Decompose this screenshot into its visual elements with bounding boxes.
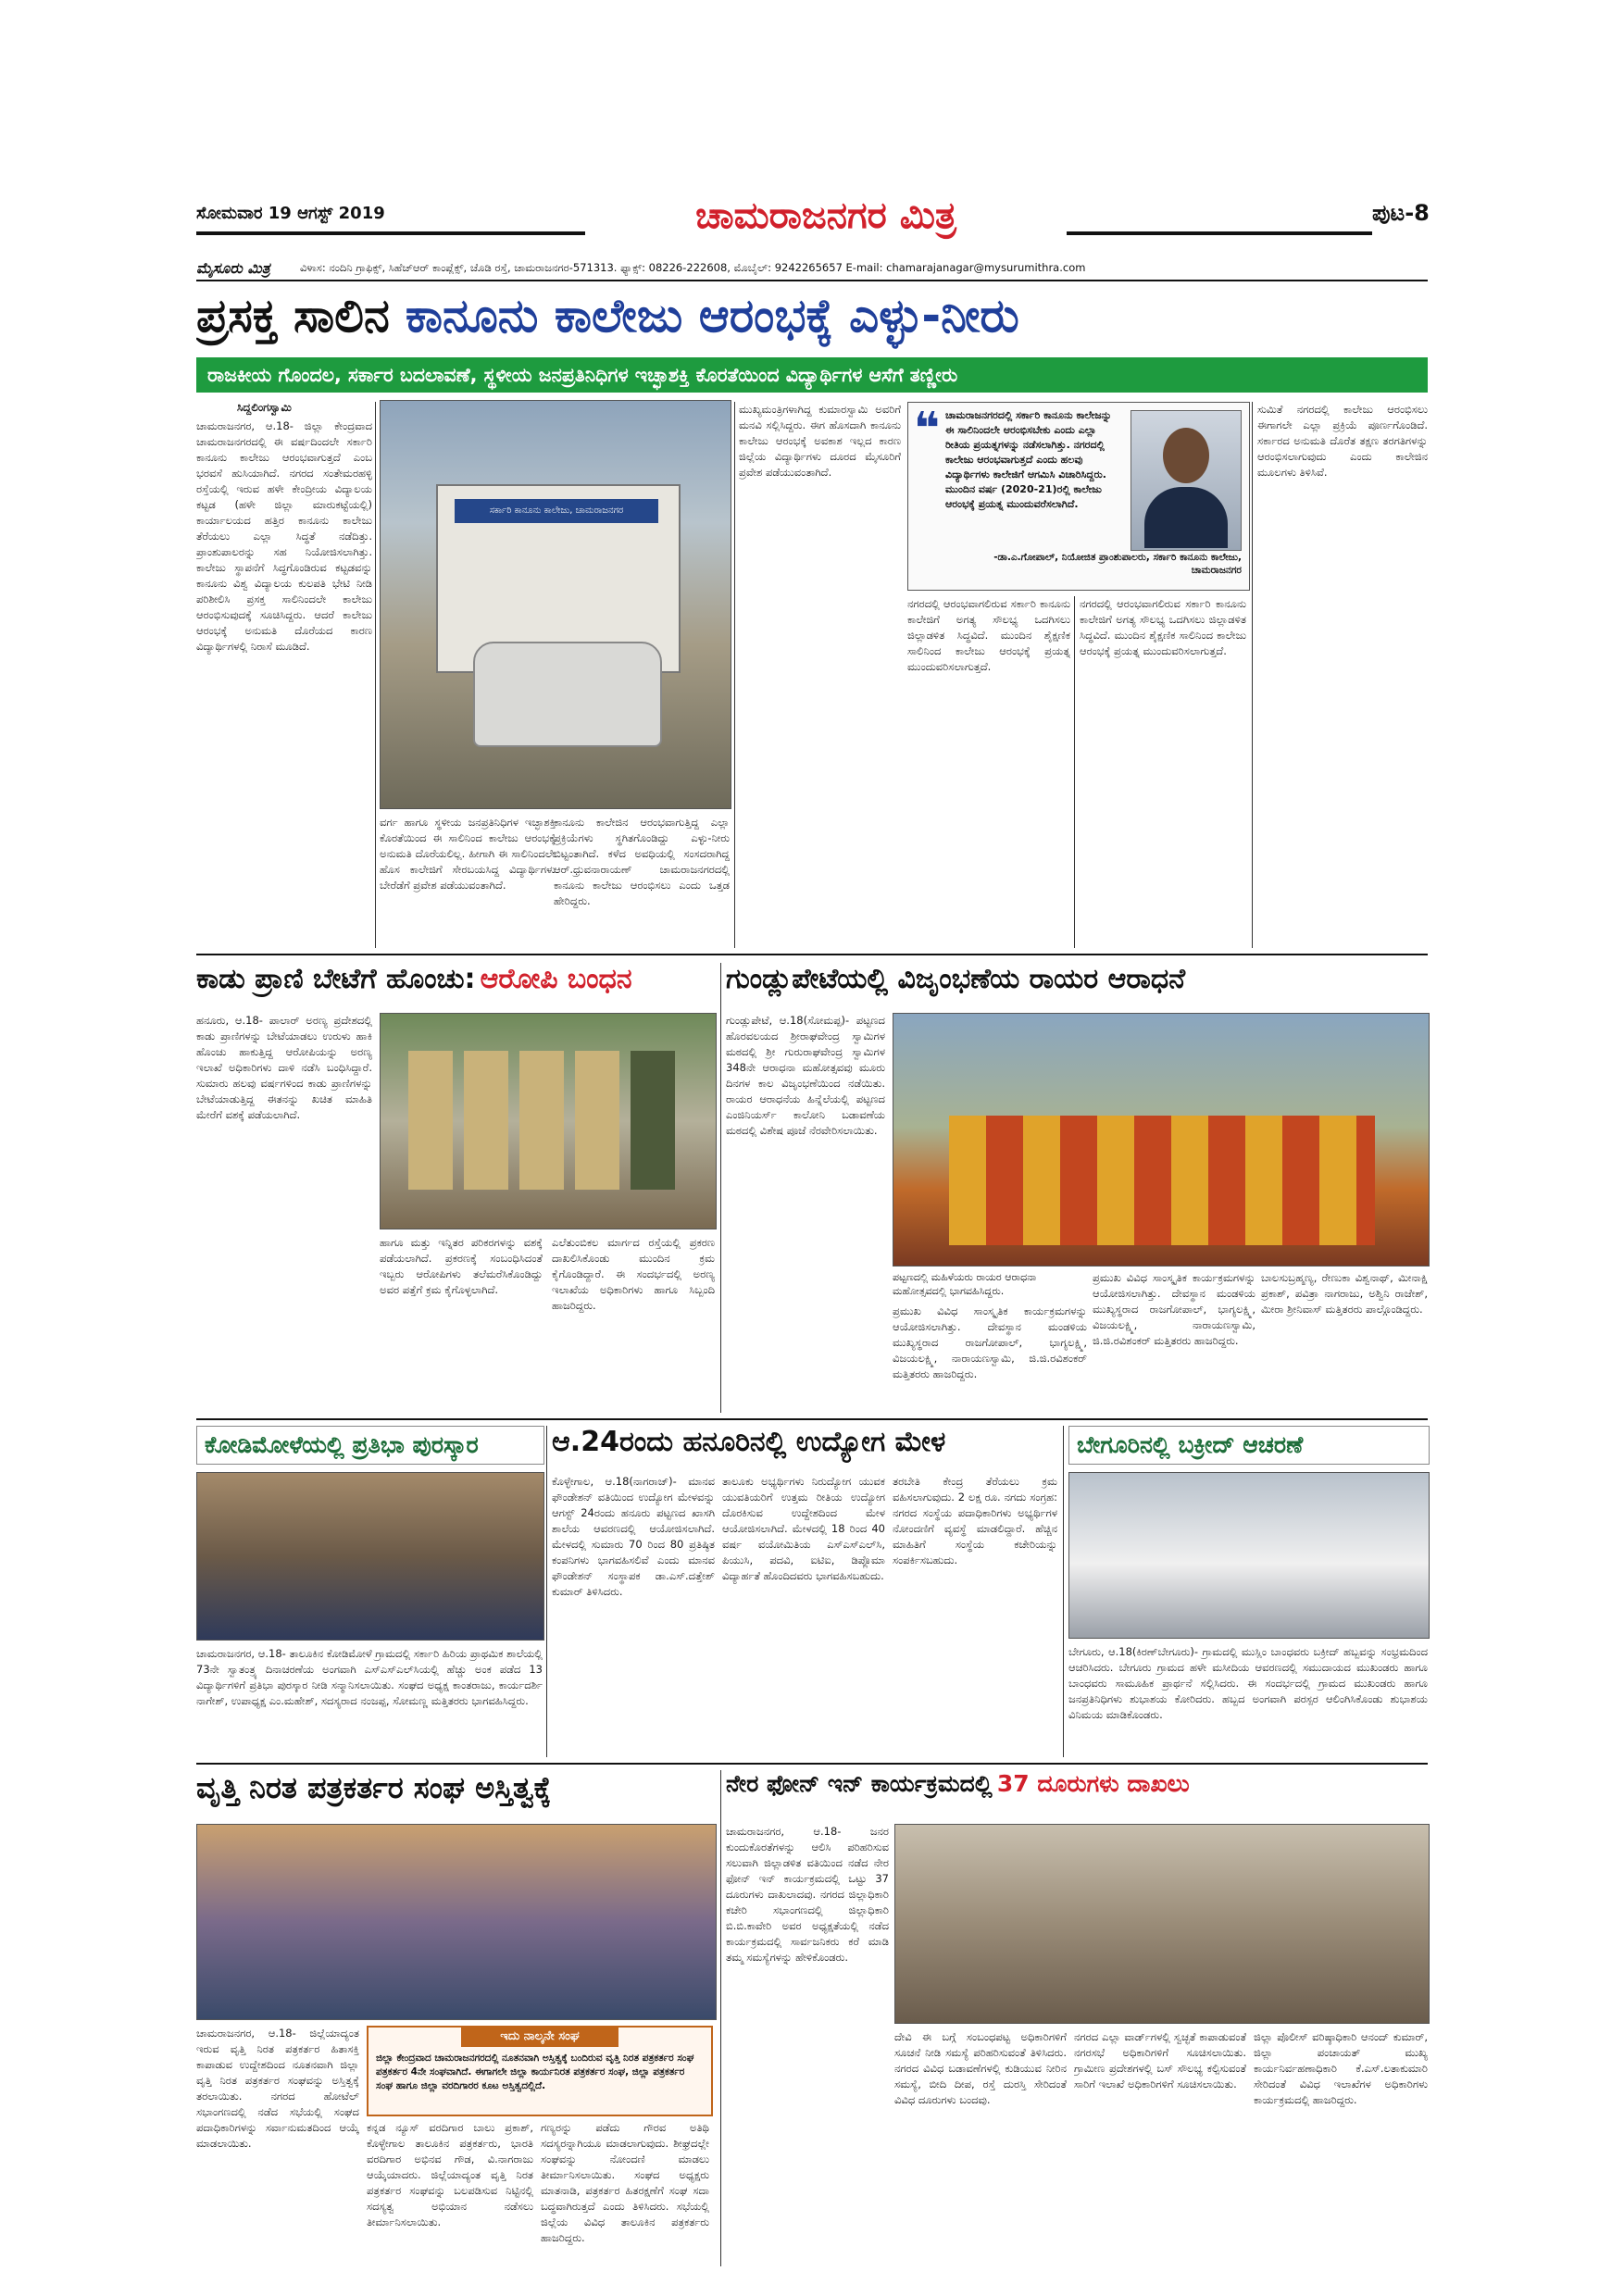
masthead-date: ಸೋಮವಾರ 19 ಆಗಸ್ಟ್ 2019 bbox=[196, 204, 385, 223]
aradhane-photo bbox=[893, 1013, 1430, 1267]
phonein-body: ಚಾಮರಾಜನಗರ, ಆ.18- ಜನರ ಕುಂದುಕೊರತೆಗಳನ್ನು ಆಲಿಸಿ ಪರಿಹರಿಸುವ ಸಲುವಾಗಿ ಜಿಲ್ಲಾಡಳಿತ ವತಿಯಿಂದ ನಡೆದ ನೇರ ಫೋನ್ ಇನ್ ಕಾರ್ಯಕ್ರಮದಲ್ಲಿ ಒಟ್ಟು 37 ದೂರುಗಳು ದಾಖಲಾದವು. ನಗರದ ಜಿಲ್ಲಾಧಿಕಾರಿ ಕಚೇರಿ ಸಭಾಂಗಣದಲ್ಲಿ ಜಿಲ್ಲಾಧಿಕಾರಿ ಬಿ.ಬಿ.ಕಾವೇರಿ ಅವರ ಅಧ್ಯಕ್ಷತೆಯಲ್ಲಿ ನಡೆದ ಕಾರ್ಯಕ್ರಮದಲ್ಲಿ ಸಾರ್ವಜನಿಕರು ಕರೆ ಮಾಡಿ ತಮ್ಮ ಸಮಸ್ಯೆಗಳನ್ನು ಹೇಳಿಕೊಂಡರು. bbox=[726, 1825, 889, 1964]
lead-column-1: ಚಾಮರಾಜನಗರ, ಆ.18- ಜಿಲ್ಲಾ ಕೇಂದ್ರವಾದ ಚಾಮರಾಜನಗರದಲ್ಲಿ ಈ ವರ್ಷದಿಂದಲೇ ಸರ್ಕಾರಿ ಕಾನೂನು ಕಾಲೇಜು ಆರಂಭವಾಗುತ್ತದೆ ಎಂಬ ಭರವಸೆ ಹುಸಿಯಾಗಿದೆ. ನಗರದ ಸಂತೇಮರಹಳ್ಳಿ ರಸ್ತೆಯಲ್ಲಿ ಇರುವ ಹಳೇ ಕೇಂದ್ರೀಯ ವಿದ್ಯಾಲಯ ಕಟ್ಟಡ (ಹಳೇ ಜಿಲ್ಲಾ ಮಾರುಕಟ್ಟೆಯಲ್ಲಿ) ಕಾರ್ಯಾಲಯದ ಹತ್ತಿರ ಕಾನೂನು ಕಾಲೇಜು ತೆರೆಯಲು ಎಲ್ಲಾ ಸಿದ್ಧತೆ ನಡೆದಿತ್ತು. ಪ್ರಾಂಶುಪಾಲರನ್ನು ಸಹ ನಿಯೋಜಿಸಲಾಗಿತ್ತು. ಕಾಲೇಜು ಸ್ಥಾಪನೆಗೆ ಸಿದ್ಧಗೊಂಡಿರುವ ಕಟ್ಟಡವನ್ನು ಕಾನೂನು ವಿಶ್ವ ವಿದ್ಯಾಲಯ ಕುಲಪತಿ ಭೇಟಿ ನೀಡಿ ಪರಿಶೀಲಿಸಿ ಪ್ರಸಕ್ತ ಸಾಲಿನಿಂದಲೇ ಕಾಲೇಜು ಆರಂಭಿಸುವುದಕ್ಕೆ ಸೂಚಿಸಿದ್ದರು. ಆದರೆ ಕಾಲೇಜು ಆರಂಭಕ್ಕೆ ಅನುಮತಿ ದೊರೆಯದ ಕಾರಣ ವಿದ್ಯಾರ್ಥಿಗಳಲ್ಲಿ ನಿರಾಸೆ ಮೂಡಿದೆ. bbox=[196, 419, 372, 653]
aradhane-body-2: ಪ್ರಮುಖ ವಿವಿಧ ಸಾಂಸ್ಕೃತಿಕ ಕಾರ್ಯಕ್ರಮಗಳನ್ನು ಆಯೋಜಿಸಲಾಗಿತ್ತು. ದೇವಸ್ಥಾನ ಮಂಡಳಿಯ ಮುಖ್ಯಸ್ಥರಾದ ರಾಜಗೋಪಾಲ್, ಭಾಗ್ಯಲಕ್ಷ್ಮಿ, ವಿಜಯಲಕ್ಷ್ಮಿ, ನಾರಾಯಣಸ್ವಾಮಿ, ಜಿ.ಜಿ.ರವಿಶಂಕರ್ ಮತ್ತಿತರರು ಹಾಜರಿದ್ದರು. bbox=[893, 1304, 1087, 1380]
quote-attribution: -ಡಾ.ಎ.ಗೋಪಾಲ್, ನಿಯೋಜಿತ ಪ್ರಾಂಶುಪಾಲರು, ಸರ್ಕಾರಿ ಕಾನೂನು ಕಾಲೇಜು, ಚಾಮರಾಜನಗರ bbox=[993, 552, 1242, 576]
aradhane-photo-caption: ಪಟ್ಟಣದಲ್ಲಿ ಮಹಿಳೆಯರು ರಾಯರ ಆರಾಧನಾ ಮಹೋತ್ಸವದಲ್ಲಿ ಭಾಗವಹಿಸಿದ್ದರು. bbox=[893, 1271, 1037, 1297]
arrest-headline-part1: ಕಾಡು ಪ್ರಾಣಿ ಬೇಟೆಗೆ ಹೊಂಚು: bbox=[196, 963, 476, 995]
page-number: ಪುಟ-8 bbox=[1372, 200, 1430, 226]
phonein-headline bbox=[726, 1770, 1428, 1816]
arrest-headline-part2: ಆರೋಪಿ ಬಂಧನ bbox=[480, 963, 632, 995]
lead-column-4: ಮುಖ್ಯಮಂತ್ರಿಗಳಾಗಿದ್ದ ಕುಮಾರಸ್ವಾಮಿ ಅವರಿಗೆ ಮನವಿ ಸಲ್ಲಿಸಿದ್ದರು. ಈಗ ಹೊಸದಾಗಿ ಕಾನೂನು ಕಾಲೇಜು ಆರಂಭಕ್ಕೆ ಅವಕಾಶ ಇಲ್ಲದ ಕಾರಣ ಜಿಲ್ಲೆಯ ವಿದ್ಯಾರ್ಥಿಗಳು ದೂರದ ಮೈಸೂರಿಗೆ ಪ್ರವೇಶ ಪಡೆಯುವಂತಾಗಿದೆ. bbox=[739, 403, 901, 479]
lead-headline-part1: ಪ್ರಸಕ್ತ ಸಾಲಿನ bbox=[196, 289, 390, 343]
quote-mark-icon: ❝ bbox=[914, 403, 941, 455]
phonein-body-2: ದೇವಿ ಈ ಬಗ್ಗೆ ಸಂಬಂಧಪಟ್ಟ ಅಧಿಕಾರಿಗಳಿಗೆ ಸೂಚನೆ ನೀಡಿ ಸಮಸ್ಯೆ ಪರಿಹರಿಸುವಂತೆ ತಿಳಿಸಿದರು. ನಗರದ ವಿವಿಧ ಬಡಾವಣೆಗಳಲ್ಲಿ ಕುಡಿಯುವ ನೀರಿನ ಸಮಸ್ಯೆ, ಬೀದಿ ದೀಪ, ರಸ್ತೆ ದುರಸ್ತಿ ಸೇರಿದಂತೆ ವಿವಿಧ ದೂರುಗಳು ಬಂದವು. bbox=[894, 2030, 1067, 2106]
lead-column-3: ಕಾನೂನು ಕಾಲೇಜಿನ ಆರಂಭವಾಗುತ್ತಿದ್ದ ಎಲ್ಲಾ ಪ್ರಕ್ರಿಯೆಗಳು ಸ್ಥಗಿತಗೊಂಡಿದ್ದು ಎಳ್ಳು-ನೀರು ಬಿಟ್ಟಂತಾಗಿದೆ. ಕಳೆದ ಅವಧಿಯಲ್ಲಿ ಸಂಸದರಾಗಿದ್ದ ಆರ್.ಧ್ರುವನಾರಾಯಣ್ ಚಾಮರಾಜನಗರದಲ್ಲಿ ಕಾನೂನು ಕಾಲೇಜು ಆರಂಭಿಸಲು ಎಂದು ಒತ್ತಡ ಹೇರಿದ್ದರು. bbox=[554, 816, 730, 907]
bakrid-photo bbox=[1068, 1472, 1430, 1639]
award-photo bbox=[196, 1472, 544, 1641]
aradhane-body-3: ಬಾಲಸುಬ್ರಹ್ಮಣ್ಯ, ರೇಣುಕಾ ವಿಶ್ವನಾಥ್, ಮೀನಾಕ್ಷಿ ಪ್ರಕಾಶ್, ಪವಿತ್ರಾ ನಾಗರಾಜು, ಅಶ್ವಿನಿ ರಾಜೇಶ್, ಮೀರಾ ಶ್ರೀನಿವಾಸ್ ಮತ್ತಿತರರು ಪಾಲ್ಗೊಂಡಿದ್ದರು. bbox=[1261, 1271, 1428, 1316]
sangha-photo bbox=[196, 1824, 717, 2020]
bakrid-headline: ಬೇಗೂರಿನಲ್ಲಿ ಬಕ್ರೀದ್ ಆಚರಣೆ bbox=[1068, 1426, 1430, 1465]
lead-headline bbox=[196, 289, 1428, 354]
car bbox=[473, 642, 662, 747]
phonein-headline-part1: ನೇರ ಫೋನ್ ಇನ್ ಕಾರ್ಯಕ್ರಮದಲ್ಲಿ bbox=[726, 1770, 993, 1797]
principal-portrait bbox=[1131, 410, 1242, 551]
page-number-underline bbox=[1067, 231, 1372, 235]
award-body: ಚಾಮರಾಜನಗರ, ಆ.18- ತಾಲೂಕಿನ ಕೋಡಿಮೋಳೆ ಗ್ರಾಮದಲ್ಲಿ ಸರ್ಕಾರಿ ಹಿರಿಯ ಪ್ರಾಥಮಿಕ ಶಾಲೆಯಲ್ಲಿ 73ನೇ ಸ್ವಾತಂತ್ರ್ಯ ದಿನಾಚರಣೆಯ ಅಂಗವಾಗಿ ಎಸ್ಎಸ್ಎಲ್‌ಸಿಯಲ್ಲಿ ಹೆಚ್ಚು ಅಂಕ ಪಡೆದ 13 ವಿದ್ಯಾರ್ಥಿಗಳಿಗೆ ಪ್ರತಿಭಾ ಪುರಸ್ಕಾರ ನೀಡಿ ಸನ್ಮಾನಿಸಲಾಯಿತು. ಸಂಘದ ಅಧ್ಯಕ್ಷ ಕಾಂತರಾಜು, ಕಾರ್ಯದರ್ಶಿ ನಾಗೇಶ್, ಉಪಾಧ್ಯಕ್ಷ ಎಂ.ಮಹೇಶ್, ಸದಸ್ಯರಾದ ನಂಜಪ್ಪ, ಸೋಮಣ್ಣ ಮತ್ತಿತರರು ಭಾಗವಹಿಸಿದ್ದರು. bbox=[196, 1647, 543, 1707]
arrest-headline bbox=[196, 963, 715, 1004]
lead-headline-part2: ಕಾನೂನು ಕಾಲೇಜು ಆರಂಭಕ್ಕೆ ಎಳ್ಳು-ನೀರು bbox=[405, 289, 1019, 343]
phonein-photo bbox=[894, 1824, 1430, 2024]
address-text: ವಿಳಾಸ: ನಂದಿನಿ ಗ್ರಾಫಿಕ್ಸ್, ಸಿಹೆಚ್ಆರ್ ಕಾಂಪ್ಲೆಕ್ಸ್, ಚೊಡಿ ರಸ್ತೆ, ಚಾಮರಾಜನಗರ-571313. ಫ್ಯಾಕ್ಸ್: 08226-222608, ಮೊಬೈಲ್: 9242265657 E-mail: chamarajanagar@mysurumithra.com bbox=[300, 261, 1086, 274]
quote-text: ಚಾಮರಾಜನಗರದಲ್ಲಿ ಸರ್ಕಾರಿ ಕಾನೂನು ಕಾಲೇಜನ್ನು ಈ ಸಾಲಿನಿಂದಲೇ ಆರಂಭಿಸಬೇಕು ಎಂದು ಎಲ್ಲಾ ರೀತಿಯ ಪ್ರಯತ್ನಗಳನ್ನು ನಡೆಸಲಾಗಿತ್ತು. ನಗರದಲ್ಲಿ ಕಾಲೇಜು ಆರಂಭವಾಗುತ್ತದೆ ಎಂದು ಹಲವು ವಿದ್ಯಾರ್ಥಿಗಳು ಕಾಲೇಜಿಗೆ ಆಗಮಿಸಿ ವಿಚಾರಿಸಿದ್ದರು. ಮುಂದಿನ ವರ್ಷ (2020-21)ರಲ್ಲಿ ಕಾಲೇಜು ಆರಂಭಕ್ಕೆ ಪ್ರಯತ್ನ ಮುಂದುವರೆಸಲಾಗಿದೆ. bbox=[945, 409, 1112, 510]
lead-subheadline: ರಾಜಕೀಯ ಗೊಂದಲ, ಸರ್ಕಾರ ಬದಲಾವಣೆ, ಸ್ಥಳೀಯ ಜನಪ್ರತಿನಿಧಿಗಳ ಇಚ್ಛಾಶಕ್ತಿ ಕೊರತೆಯಿಂದ ವಿದ್ಯಾರ್ಥಿಗಳ ಆಸೆಗೆ ತಣ್ಣೀರು bbox=[196, 357, 1428, 393]
phonein-headline-part2: 37 ದೂರುಗಳು ದಾಖಲು bbox=[996, 1770, 1190, 1797]
masthead-title: ಚಾಮರಾಜನಗರ ಮಿತ್ರ bbox=[695, 194, 956, 237]
udyoga-body-3: ತರಬೇತಿ ಕೇಂದ್ರ ತೆರೆಯಲು ಕ್ರಮ ವಹಿಸಲಾಗುವುದು. 2 ಲಕ್ಷ ರೂ. ನಗದು ಸಂಗ್ರಹ: ನಗರದ ಸಂಸ್ಥೆಯ ಪದಾಧಿಕಾರಿಗಳು ಅಭ್ಯರ್ಥಿಗಳ ನೋಂದಣಿಗೆ ವ್ಯವಸ್ಥೆ ಮಾಡಲಿದ್ದಾರೆ. ಹೆಚ್ಚಿನ ಮಾಹಿತಿಗೆ ಸಂಸ್ಥೆಯ ಕಚೇರಿಯನ್ನು ಸಂಪರ್ಕಿಸಬಹುದು. bbox=[893, 1475, 1057, 1566]
sangha-box bbox=[367, 2026, 713, 2116]
law-college-photo bbox=[380, 400, 731, 809]
portrait-head bbox=[1163, 428, 1209, 483]
date-underline bbox=[196, 231, 585, 235]
udyoga-body: ಕೊಳ್ಳೇಗಾಲ, ಆ.18(ನಾಗರಾಜ್)- ಮಾನವ ಫೌಂಡೇಶನ್ ವತಿಯಿಂದ ಉದ್ಯೋಗ ಮೇಳವನ್ನು ಆಗಸ್ಟ್ 24ರಂದು ಹನೂರು ಪಟ್ಟಣದ ಖಾಸಗಿ ಶಾಲೆಯ ಆವರಣದಲ್ಲಿ ಆಯೋಜಿಸಲಾಗಿದೆ. ಮೇಳದಲ್ಲಿ ಸುಮಾರು 70 ರಿಂದ 80 ಪ್ರತಿಷ್ಠಿತ ಕಂಪನಿಗಳು ಭಾಗವಹಿಸಲಿವೆ ಎಂದು ಮಾನವ ಫೌಂಡೇಶನ್ ಸಂಸ್ಥಾಪಕ ಡಾ.ಎಸ್.ದತ್ತೇಶ್ ಕುಮಾರ್ ತಿಳಿಸಿದರು. bbox=[552, 1475, 715, 1598]
lead-column-2: ವರ್ಗ ಹಾಗೂ ಸ್ಥಳೀಯ ಜನಪ್ರತಿನಿಧಿಗಳ ಇಚ್ಛಾಶಕ್ತಿ ಕೊರತೆಯಿಂದ ಈ ಸಾಲಿನಿಂದ ಕಾಲೇಜು ಆರಂಭಕ್ಕೆ ಅನುಮತಿ ದೊರೆಯಲಿಲ್ಲ. ಹೀಗಾಗಿ ಈ ಸಾಲಿನಿಂದಲೇ ಹೊಸ ಕಾಲೇಜಿಗೆ ಸೇರಬಯಸಿದ್ದ ವಿದ್ಯಾರ್ಥಿಗಳು ಬೇರೆಡೆಗೆ ಪ್ರವೇಶ ಪಡೆಯುವಂತಾಗಿದೆ. bbox=[380, 816, 556, 892]
aradhane-body-2b: ಪ್ರಮುಖ ವಿವಿಧ ಸಾಂಸ್ಕೃತಿಕ ಕಾರ್ಯಕ್ರಮಗಳನ್ನು ಆಯೋಜಿಸಲಾಗಿತ್ತು. ದೇವಸ್ಥಾನ ಮಂಡಳಿಯ ಮುಖ್ಯಸ್ಥರಾದ ರಾಜಗೋಪಾಲ್, ಭಾಗ್ಯಲಕ್ಷ್ಮಿ, ವಿಜಯಲಕ್ಷ್ಮಿ, ನಾರಾಯಣಸ್ವಾಮಿ, ಜಿ.ಜಿ.ರವಿಶಂಕರ್ ಮತ್ತಿತರರು ಹಾಜರಿದ್ದರು. bbox=[1093, 1271, 1255, 1347]
aradhane-body: ಗುಂಡ್ಲುಪೇಟೆ, ಆ.18(ಸೋಮಪ್ಪ)- ಪಟ್ಟಣದ ಹೊರವಲಯದ ಶ್ರೀರಾಘವೇಂದ್ರ ಸ್ವಾಮಿಗಳ ಮಠದಲ್ಲಿ ಶ್ರೀ ಗುರುರಾಘವೇಂದ್ರ ಸ್ವಾಮಿಗಳ 348ನೇ ಆರಾಧನಾ ಮಹೋತ್ಸವವು ಮೂರು ದಿನಗಳ ಕಾಲ ವಿಜೃಂಭಣೆಯಿಂದ ನಡೆಯಿತು. ರಾಯರ ಆರಾಧನೆಯ ಹಿನ್ನೆಲೆಯಲ್ಲಿ ಪಟ್ಟಣದ ಎಂಜಿನಿಯರ್ಸ್ ಕಾಲೋನಿ ಬಡಾವಣೆಯ ಮಠದಲ್ಲಿ ವಿಶೇಷ ಪೂಜೆ ನೆರವೇರಿಸಲಾಯಿತು. bbox=[726, 1014, 885, 1137]
phonein-body-4: ಜಿಲ್ಲಾ ಪೊಲೀಸ್ ವರಿಷ್ಠಾಧಿಕಾರಿ ಆನಂದ್ ಕುಮಾರ್, ಜಿಲ್ಲಾ ಪಂಚಾಯತ್ ಮುಖ್ಯ ಕಾರ್ಯನಿರ್ವಹಣಾಧಿಕಾರಿ ಕೆ.ಎಸ್.ಲತಾಕುಮಾರಿ ಸೇರಿದಂತೆ ವಿವಿಧ ಇಲಾಖೆಗಳ ಅಧಿಕಾರಿಗಳು ಕಾರ್ಯಕ್ರಮದಲ್ಲಿ ಹಾಜರಿದ್ದರು. bbox=[1254, 2030, 1428, 2106]
award-headline: ಕೋಡಿಮೋಳೆಯಲ್ಲಿ ಪ್ರತಿಭಾ ಪುರಸ್ಕಾರ bbox=[196, 1426, 544, 1465]
sangha-box-text: ಜಿಲ್ಲಾ ಕೇಂದ್ರವಾದ ಚಾಮರಾಜನಗರದಲ್ಲಿ ನೂತನವಾಗಿ ಅಸ್ತಿತ್ವಕ್ಕೆ ಬಂದಿರುವ ವೃತ್ತಿ ನಿರತ ಪತ್ರಕರ್ತರ ಸಂಘ ಪತ್ರಕರ್ತರ 4ನೇ ಸಂಘವಾಗಿದೆ. ಈಗಾಗಲೇ ಜಿಲ್ಲಾ ಕಾರ್ಯನಿರತ ಪತ್ರಕರ್ತರ ಸಂಘ, ಜಿಲ್ಲಾ ಪತ್ರಕರ್ತರ ಸಂಘ ಹಾಗೂ ಜಿಲ್ಲಾ ವರದಿಗಾರರ ಕೂಟ ಅಸ್ತಿತ್ವದಲ್ಲಿದೆ. bbox=[376, 2053, 694, 2091]
lead-byline: ಸಿದ್ದಲಿಂಗಸ್ವಾಮಿ bbox=[237, 401, 292, 414]
portrait-body bbox=[1144, 487, 1228, 548]
udyoga-body-2: ತಾಲೂಕು ಅಭ್ಯರ್ಥಿಗಳು ನಿರುದ್ಯೋಗ ಯುವಕ ಯುವತಿಯರಿಗೆ ಉತ್ತಮ ರೀತಿಯ ಉದ್ಯೋಗ ದೊರಕಿಸುವ ಉದ್ದೇಶದಿಂದ ಮೇಳ ಆಯೋಜಿಸಲಾಗಿದೆ. ಮೇಳದಲ್ಲಿ 18 ರಿಂದ 40 ವರ್ಷ ವಯೋಮಿತಿಯ ಎಸ್ಎಸ್ಎಲ್‌ಸಿ, ಪಿಯುಸಿ, ಪದವಿ, ಐಟಿಐ, ಡಿಪ್ಲೊಮಾ ವಿದ್ಯಾರ್ಹತೆ ಹೊಂದಿದವರು ಭಾಗವಹಿಸಬಹುದು. bbox=[722, 1475, 885, 1582]
sangha-body: ಚಾಮರಾಜನಗರ, ಆ.18- ಜಿಲ್ಲೆಯಾದ್ಯಂತ ಇರುವ ವೃತ್ತಿ ನಿರತ ಪತ್ರಕರ್ತರ ಹಿತಾಸಕ್ತಿ ಕಾಪಾಡುವ ಉದ್ದೇಶದಿಂದ ನೂತನವಾಗಿ ಜಿಲ್ಲಾ ವೃತ್ತಿ ನಿರತ ಪತ್ರಕರ್ತರ ಸಂಘವನ್ನು ಅಸ್ತಿತ್ವಕ್ಕೆ ತರಲಾಯಿತು. ನಗರದ ಹೋಟೆಲ್ ಸಭಾಂಗಣದಲ್ಲಿ ನಡೆದ ಸಭೆಯಲ್ಲಿ ಸಂಘದ ಪದಾಧಿಕಾರಿಗಳನ್ನು ಸರ್ವಾನುಮತದಿಂದ ಆಯ್ಕೆ ಮಾಡಲಾಯಿತು. bbox=[196, 2027, 359, 2150]
bakrid-body: ಬೇಗೂರು, ಆ.18(ಕಿರಣ್‌ಬೇಗೂರು)- ಗ್ರಾಮದಲ್ಲಿ ಮುಸ್ಲಿಂ ಬಾಂಧವರು ಬಕ್ರೀದ್ ಹಬ್ಬವನ್ನು ಸಂಭ್ರಮದಿಂದ ಆಚರಿಸಿದರು. ಬೇಗೂರು ಗ್ರಾಮದ ಹಳೇ ಮಸೀದಿಯ ಆವರಣದಲ್ಲಿ ಸಮುದಾಯದ ಮುಖಂಡರು ಹಾಗೂ ಬಾಂಧವರು ಸಾಮೂಹಿಕ ಪ್ರಾರ್ಥನೆ ಸಲ್ಲಿಸಿದರು. ಈ ಸಂದರ್ಭದಲ್ಲಿ ಗ್ರಾಮದ ಮುಖಂಡರು ಹಾಗೂ ಜನಪ್ರತಿನಿಧಿಗಳು ಶುಭಾಶಯ ಕೋರಿದರು. ಹಬ್ಬದ ಅಂಗವಾಗಿ ಪರಸ್ಪರ ಆಲಿಂಗಿಸಿಕೊಂಡು ಶುಭಾಶಯ ವಿನಿಮಯ ಮಾಡಿಕೊಂಡರು. bbox=[1068, 1645, 1428, 1721]
publisher-logo: ಮೈಸೂರು ಮಿತ್ರ bbox=[196, 259, 270, 277]
college-sign: ಸರ್ಕಾರಿ ಕಾನೂನು ಕಾಲೇಜು, ಚಾಮರಾಜನಗರ bbox=[455, 499, 658, 523]
arrest-body-2: ಹಾಗೂ ಮತ್ತು ಇನ್ನಿತರ ಪರಿಕರಗಳನ್ನು ವಶಕ್ಕೆ ಪಡೆಯಲಾಗಿದೆ. ಪ್ರಕರಣಕ್ಕೆ ಸಂಬಂಧಿಸಿದಂತೆ ಇಬ್ಬರು ಆರೋಪಿಗಳು ತಲೆಮರೆಸಿಕೊಂಡಿದ್ದು ಅವರ ಪತ್ತೆಗೆ ಕ್ರಮ ಕೈಗೊಳ್ಳಲಾಗಿದೆ. bbox=[380, 1236, 543, 1296]
udyoga-headline: ಆ.24ರಂದು ಹನೂರಿನಲ್ಲಿ ಉದ್ಯೋಗ ಮೇಳ bbox=[552, 1426, 946, 1458]
phonein-body-3: ನಗರದ ಎಲ್ಲಾ ವಾರ್ಡ್‌ಗಳಲ್ಲಿ ಸ್ವಚ್ಛತೆ ಕಾಪಾಡುವಂತೆ ನಗರಸಭೆ ಅಧಿಕಾರಿಗಳಿಗೆ ಸೂಚಿಸಲಾಯಿತು. ಗ್ರಾಮೀಣ ಪ್ರದೇಶಗಳಲ್ಲಿ ಬಸ್ ಸೌಲಭ್ಯ ಕಲ್ಪಿಸುವಂತೆ ಸಾರಿಗೆ ಇಲಾಖೆ ಅಧಿಕಾರಿಗಳಿಗೆ ಸೂಚಿಸಲಾಯಿತು. bbox=[1074, 2030, 1246, 2090]
arrest-body-3: ಎಲೆತುಂಬಿಕಲ ಮಾರ್ಗದ ರಸ್ತೆಯಲ್ಲಿ ಪ್ರಕರಣ ದಾಖಲಿಸಿಕೊಂಡು ಮುಂದಿನ ಕ್ರಮ ಕೈಗೊಂಡಿದ್ದಾರೆ. ಈ ಸಂದರ್ಭದಲ್ಲಿ ಅರಣ್ಯ ಇಲಾಖೆಯ ಅಧಿಕಾರಿಗಳು ಹಾಗೂ ಸಿಬ್ಬಂದಿ ಹಾಜರಿದ್ದರು. bbox=[552, 1236, 715, 1312]
quote-box bbox=[907, 402, 1250, 591]
lead-column-5b: ನಗರದಲ್ಲಿ ಆರಂಭವಾಗಲಿರುವ ಸರ್ಕಾರಿ ಕಾನೂನು ಕಾಲೇಜಿಗೆ ಅಗತ್ಯ ಸೌಲಭ್ಯ ಒದಗಿಸಲು ಜಿಲ್ಲಾಡಳಿತ ಸಿದ್ಧವಿದೆ. ಮುಂದಿನ ಶೈಕ್ಷಣಿಕ ಸಾಲಿನಿಂದ ಕಾಲೇಜು ಆರಂಭಕ್ಕೆ ಪ್ರಯತ್ನ ಮುಂದುವರಿಸಲಾಗುತ್ತದೆ. bbox=[1080, 597, 1246, 657]
arrest-photo bbox=[380, 1013, 717, 1229]
sangha-headline: ವೃತ್ತಿ ನಿರತ ಪತ್ರಕರ್ತರ ಸಂಘ ಅಸ್ತಿತ್ವಕ್ಕೆ bbox=[196, 1770, 552, 1805]
sangha-body-3: ಗಣ್ಯರನ್ನು ಪಡೆದು ಗೌರವ ಅತಿಥಿ ಸದಸ್ಯರನ್ನಾಗಿಯೂ ಮಾಡಲಾಗುವುದು. ಶೀಘ್ರದಲ್ಲೇ ಸಂಘವನ್ನು ನೋಂದಣಿ ಮಾಡಲು ತೀರ್ಮಾನಿಸಲಾಯಿತು. ಸಂಘದ ಅಧ್ಯಕ್ಷರು ಮಾತನಾಡಿ, ಪತ್ರಕರ್ತರ ಹಿತರಕ್ಷಣೆಗೆ ಸಂಘ ಸದಾ ಬದ್ಧವಾಗಿರುತ್ತದೆ ಎಂದು ತಿಳಿಸಿದರು. ಸಭೆಯಲ್ಲಿ ಜಿಲ್ಲೆಯ ವಿವಿಧ ತಾಲೂಕಿನ ಪತ್ರಕರ್ತರು ಹಾಜರಿದ್ದರು. bbox=[541, 2121, 709, 2244]
aradhane-headline: ಗುಂಡ್ಲುಪೇಟೆಯಲ್ಲಿ ವಿಜೃಂಭಣೆಯ ರಾಯರ ಆರಾಧನೆ bbox=[726, 963, 1186, 995]
lead-column-6: ಸುಮಿತೆ ನಗರದಲ್ಲಿ ಕಾಲೇಜು ಆರಂಭಿಸಲು ಈಗಾಗಲೇ ಎಲ್ಲಾ ಪ್ರಕ್ರಿಯೆ ಪೂರ್ಣಗೊಂಡಿದೆ. ಸರ್ಕಾರದ ಅನುಮತಿ ದೊರೆತ ತಕ್ಷಣ ತರಗತಿಗಳನ್ನು ಆರಂಭಿಸಲಾಗುವುದು ಎಂದು ಕಾಲೇಜಿನ ಮೂಲಗಳು ತಿಳಿಸಿವೆ. bbox=[1257, 403, 1428, 479]
sangha-body-2: ಕನ್ನಡ ನ್ಯೂಸ್ ವರದಿಗಾರ ಬಾಲು ಪ್ರಕಾಶ್, ಕೊಳ್ಳೇಗಾಲ ತಾಲೂಕಿನ ಪತ್ರಕರ್ತರು, ಭಾರತಿ ವರದಿಗಾರ ಅಭಿನವ ಗೌಡ, ವಿ.ನಾಗರಾಜು ಆಯ್ಕೆಯಾದರು. ಜಿಲ್ಲೆಯಾದ್ಯಂತ ವೃತ್ತಿ ನಿರತ ಪತ್ರಕರ್ತರ ಸಂಘವನ್ನು ಬಲಪಡಿಸುವ ನಿಟ್ಟಿನಲ್ಲಿ ಸದಸ್ಯತ್ವ ಅಭಿಯಾನ ನಡೆಸಲು ತೀರ್ಮಾನಿಸಲಾಯಿತು. bbox=[367, 2121, 533, 2228]
lead-column-5: ನಗರದಲ್ಲಿ ಆರಂಭವಾಗಲಿರುವ ಸರ್ಕಾರಿ ಕಾನೂನು ಕಾಲೇಜಿಗೆ ಅಗತ್ಯ ಸೌಲಭ್ಯ ಒದಗಿಸಲು ಜಿಲ್ಲಾಡಳಿತ ಸಿದ್ಧವಿದೆ. ಮುಂದಿನ ಶೈಕ್ಷಣಿಕ ಸಾಲಿನಿಂದ ಕಾಲೇಜು ಆರಂಭಕ್ಕೆ ಪ್ರಯತ್ನ ಮುಂದುವರಿಸಲಾಗುತ್ತದೆ. bbox=[907, 597, 1070, 673]
address-bar bbox=[196, 257, 1428, 281]
arrest-body: ಹನೂರು, ಆ.18- ಪಾಲಾರ್ ಅರಣ್ಯ ಪ್ರದೇಶದಲ್ಲಿ ಕಾಡು ಪ್ರಾಣಿಗಳನ್ನು ಬೇಟೆಯಾಡಲು ಉರುಳು ಹಾಕಿ ಹೊಂಚು ಹಾಕುತ್ತಿದ್ದ ಆರೋಪಿಯನ್ನು ಅರಣ್ಯ ಇಲಾಖೆ ಅಧಿಕಾರಿಗಳು ದಾಳಿ ನಡೆಸಿ ಬಂಧಿಸಿದ್ದಾರೆ. ಸುಮಾರು ಹಲವು ವರ್ಷಗಳಿಂದ ಕಾಡು ಪ್ರಾಣಿಗಳನ್ನು ಬೇಟೆಯಾಡುತ್ತಿದ್ದ ಈತನನ್ನು ಖಚಿತ ಮಾಹಿತಿ ಮೇರೆಗೆ ವಶಕ್ಕೆ ಪಡೆಯಲಾಗಿದೆ. bbox=[196, 1014, 372, 1121]
sangha-box-title: ಇದು ನಾಲ್ಕನೇ ಸಂಘ bbox=[461, 2027, 618, 2047]
